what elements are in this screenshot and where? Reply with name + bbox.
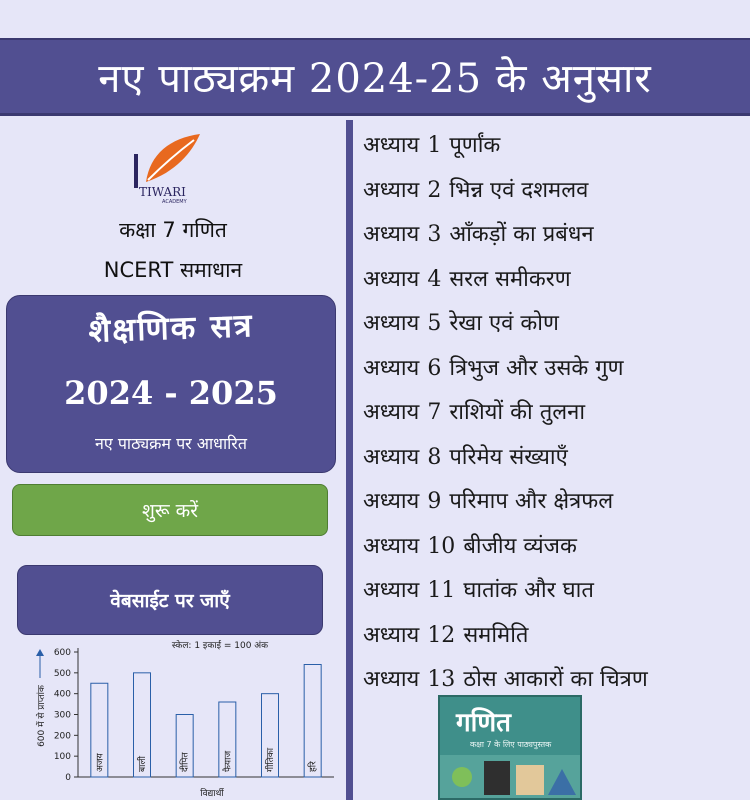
y-tick-label: 600 — [53, 648, 71, 658]
bar-category-label: हरि — [308, 761, 319, 772]
chapter-prefix: अध्याय — [363, 400, 420, 425]
column-divider — [346, 120, 353, 800]
chapter-name: त्रिभुज और उसके गुण — [449, 355, 624, 381]
chapter-number: 6 — [427, 355, 442, 381]
chapter-name: सरल समीकरण — [449, 266, 571, 292]
chapter-name: परिमाप और क्षेत्रफल — [449, 489, 614, 514]
chapter-name: पूर्णांक — [449, 133, 501, 158]
arrow-up-icon — [36, 649, 44, 656]
ncert-title: NCERT समाधान — [103, 258, 243, 282]
bar-category-label: फैयाज — [223, 750, 234, 772]
chapter-item[interactable] — [363, 347, 748, 392]
visit-website-label: वेबसाईट पर जाएँ — [110, 590, 230, 612]
chapter-item[interactable] — [363, 124, 748, 169]
chapter-name: रेखा एवं कोण — [449, 311, 559, 336]
chapter-number: 13 — [427, 667, 456, 692]
chart-title: स्केल: 1 इकाई = 100 अंक — [171, 641, 269, 651]
bar-category-label: दीपित — [180, 752, 191, 772]
y-axis-label: 600 में से प्राप्तांक — [37, 685, 47, 747]
start-button[interactable] — [12, 484, 328, 536]
y-tick-label: 0 — [65, 773, 71, 783]
top-banner — [0, 38, 750, 116]
chapter-item[interactable] — [363, 213, 748, 258]
chapter-name: परिमेय संख्याएँ — [449, 444, 568, 470]
chapter-item[interactable] — [363, 480, 748, 525]
y-tick-label: 400 — [53, 689, 71, 700]
textbook-cover[interactable] — [438, 695, 582, 800]
tiwari-academy-logo — [130, 132, 210, 204]
chapter-item[interactable] — [363, 169, 748, 214]
session-subtitle: नए पाठ्यक्रम पर आधारित — [95, 434, 247, 453]
session-card — [6, 295, 336, 473]
bar-category-label: गीतिका — [266, 747, 276, 772]
chapter-list — [363, 124, 748, 703]
chapter-name: सममिति — [463, 622, 529, 648]
chapter-number: 5 — [427, 311, 442, 336]
start-button-label: शुरू करें — [141, 500, 199, 522]
chapter-prefix: अध्याय — [363, 533, 420, 559]
y-tick-label: 100 — [53, 752, 71, 763]
chapter-number: 1 — [427, 133, 442, 158]
bar-chart — [0, 636, 346, 800]
book-title: गणित — [456, 708, 511, 738]
chapter-number: 12 — [427, 622, 456, 648]
chapter-prefix: अध्याय — [363, 266, 420, 292]
chapter-number: 11 — [427, 578, 456, 603]
x-axis-label: विद्यार्थी — [200, 789, 224, 799]
chapter-name: भिन्न एवं दशमलव — [449, 177, 589, 203]
y-tick-label: 300 — [53, 710, 71, 721]
chapter-name: आँकड़ों का प्रबंधन — [449, 222, 594, 247]
chapter-name: राशियों की तुलना — [449, 400, 586, 425]
banner-title: नए पाठ्यक्रम 2024-25 के अनुसार — [98, 56, 652, 102]
chapter-prefix: अध्याय — [363, 355, 420, 381]
class-title: कक्षा 7 गणित — [119, 218, 227, 242]
chapter-prefix: अध्याय — [363, 578, 420, 603]
chapter-number: 7 — [427, 400, 442, 425]
chapter-prefix: अध्याय — [363, 444, 420, 470]
chapter-number: 3 — [427, 222, 442, 247]
chapter-prefix: अध्याय — [363, 133, 420, 158]
chapter-prefix: अध्याय — [363, 622, 420, 648]
y-tick-label: 200 — [53, 731, 71, 742]
session-years: 2024 - 2025 — [64, 374, 278, 412]
bar-category-label: बाली — [138, 756, 148, 772]
chart-bar — [304, 665, 321, 778]
session-heading: शैक्षणिक सत्र — [87, 306, 255, 350]
y-tick-label: 500 — [53, 668, 71, 679]
chapter-number: 2 — [427, 177, 442, 203]
chapter-number: 9 — [427, 489, 442, 514]
chapter-item[interactable] — [363, 436, 748, 481]
chapter-name: घातांक और घात — [463, 578, 594, 603]
book-cover-art — [440, 755, 580, 800]
chapter-number: 4 — [427, 266, 442, 292]
book-subtitle: कक्षा 7 के लिए पाठ्यपुस्तक — [470, 740, 552, 749]
chapter-name: ठोस आकारों का चित्रण — [463, 667, 648, 692]
visit-website-button[interactable] — [17, 565, 323, 635]
logo-text: TIWARI — [139, 185, 186, 199]
chapter-item[interactable] — [363, 302, 748, 347]
chapter-item[interactable] — [363, 525, 748, 570]
chapter-prefix: अध्याय — [363, 311, 420, 336]
chapter-item[interactable] — [363, 391, 748, 436]
chapter-prefix: अध्याय — [363, 667, 420, 692]
chapter-item[interactable] — [363, 614, 748, 659]
bar-category-label: अजय — [95, 753, 106, 772]
chapter-number: 8 — [427, 444, 442, 470]
chapter-item[interactable] — [363, 569, 748, 614]
logo-subtext: ACADEMY — [162, 199, 187, 204]
chapter-prefix: अध्याय — [363, 489, 420, 514]
chapter-prefix: अध्याय — [363, 222, 420, 247]
chapter-name: बीजीय व्यंजक — [463, 533, 577, 559]
chapter-item[interactable] — [363, 258, 748, 303]
chapter-prefix: अध्याय — [363, 177, 420, 203]
chapter-number: 10 — [427, 533, 456, 559]
